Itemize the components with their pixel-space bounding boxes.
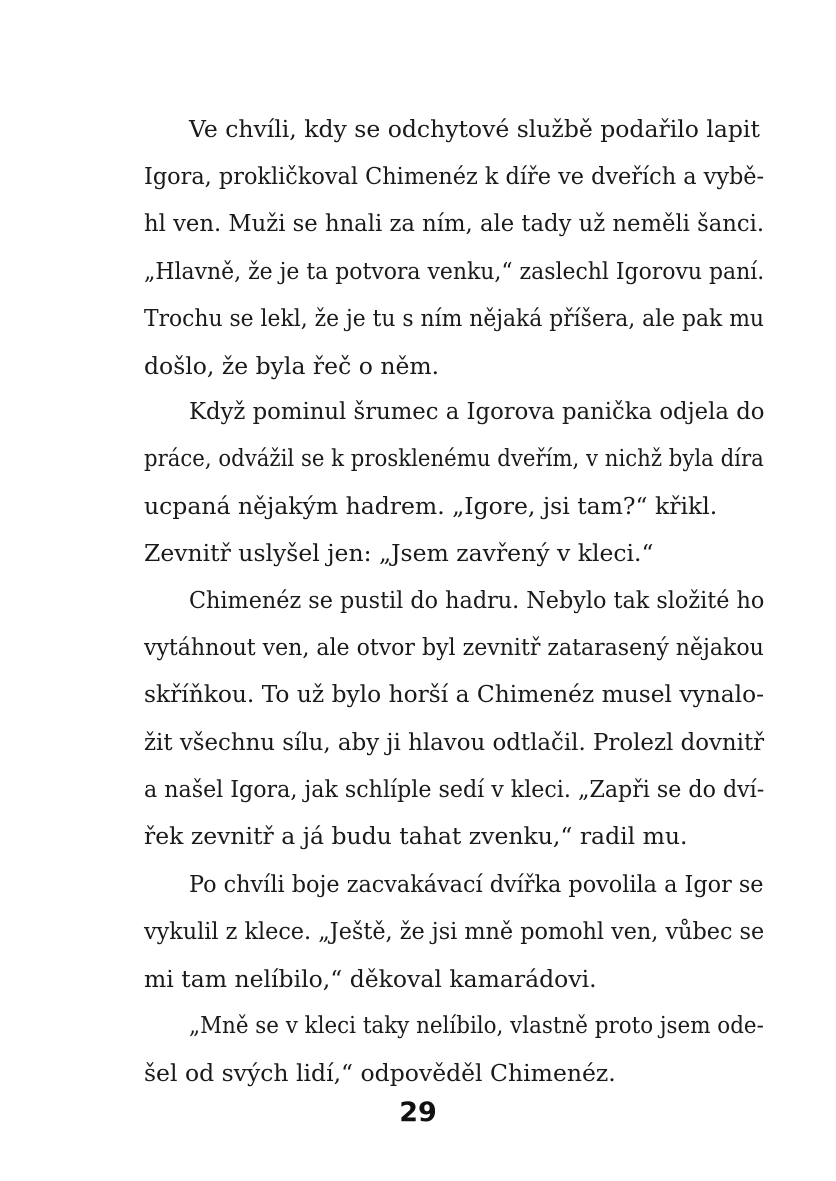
page-number: 29 [399, 1097, 437, 1128]
text-line: „Hlavně, že je ta potvora venku,“ zaslechl Igorovu paní. [144, 257, 765, 285]
text-line: došlo, že byla řeč o něm. [144, 352, 440, 380]
text-line: vykulil z klece. „Ještě, že jsi mně pomohl ven, vůbec se [144, 917, 765, 945]
text-line: ucpaná nějakým hadrem. „Igore, jsi tam?“ křikl. [144, 492, 718, 520]
text-line: mi tam nelíbilo,“ děkoval kamarádovi. [144, 965, 597, 993]
text-line: šel od svých lidí,“ odpověděl Chimenéz. [144, 1059, 616, 1087]
text-line: skříňkou. To už bylo horší a Chimenéz musel vynalo- [144, 680, 764, 708]
text-line: Zevnitř uslyšel jen: „Jsem zavřený v kleci.“ [144, 539, 654, 567]
text-line: Trochu se lekl, že je tu s ním nějaká příšera, ale pak mu [144, 304, 764, 332]
text-line: řek zevnitř a já budu tahat zvenku,“ radil mu. [144, 822, 688, 850]
text-line: Igora, prokličkoval Chimenéz k díře ve dveřích a vybě- [144, 162, 765, 190]
text-line: Ve chvíli, kdy se odchytové službě podařilo lapit [189, 115, 760, 143]
text-line: Po chvíli boje zacvakávací dvířka povolila a Igor se [189, 870, 764, 898]
text-line: vytáhnout ven, ale otvor byl zevnitř zatarasený nějakou [144, 633, 764, 661]
text-line: Když pominul šrumec a Igorova panička odjela do [189, 397, 765, 425]
text-line: „Mně se v kleci taky nelíbilo, vlastně proto jsem ode- [189, 1011, 764, 1039]
text-line: hl ven. Muži se hnali za ním, ale tady už neměli šanci. [144, 209, 765, 237]
text-line: žit všechnu sílu, aby ji hlavou odtlačil. Prolezl dovnitř [144, 728, 765, 756]
text-line: práce, odvážil se k prosklenému dveřím, v nichž byla díra [144, 444, 764, 472]
text-line: a našel Igora, jak schlíple sedí v kleci. „Zapři se do dví- [144, 775, 765, 803]
text-line: Chimenéz se pustil do hadru. Nebylo tak složité ho [189, 586, 765, 614]
